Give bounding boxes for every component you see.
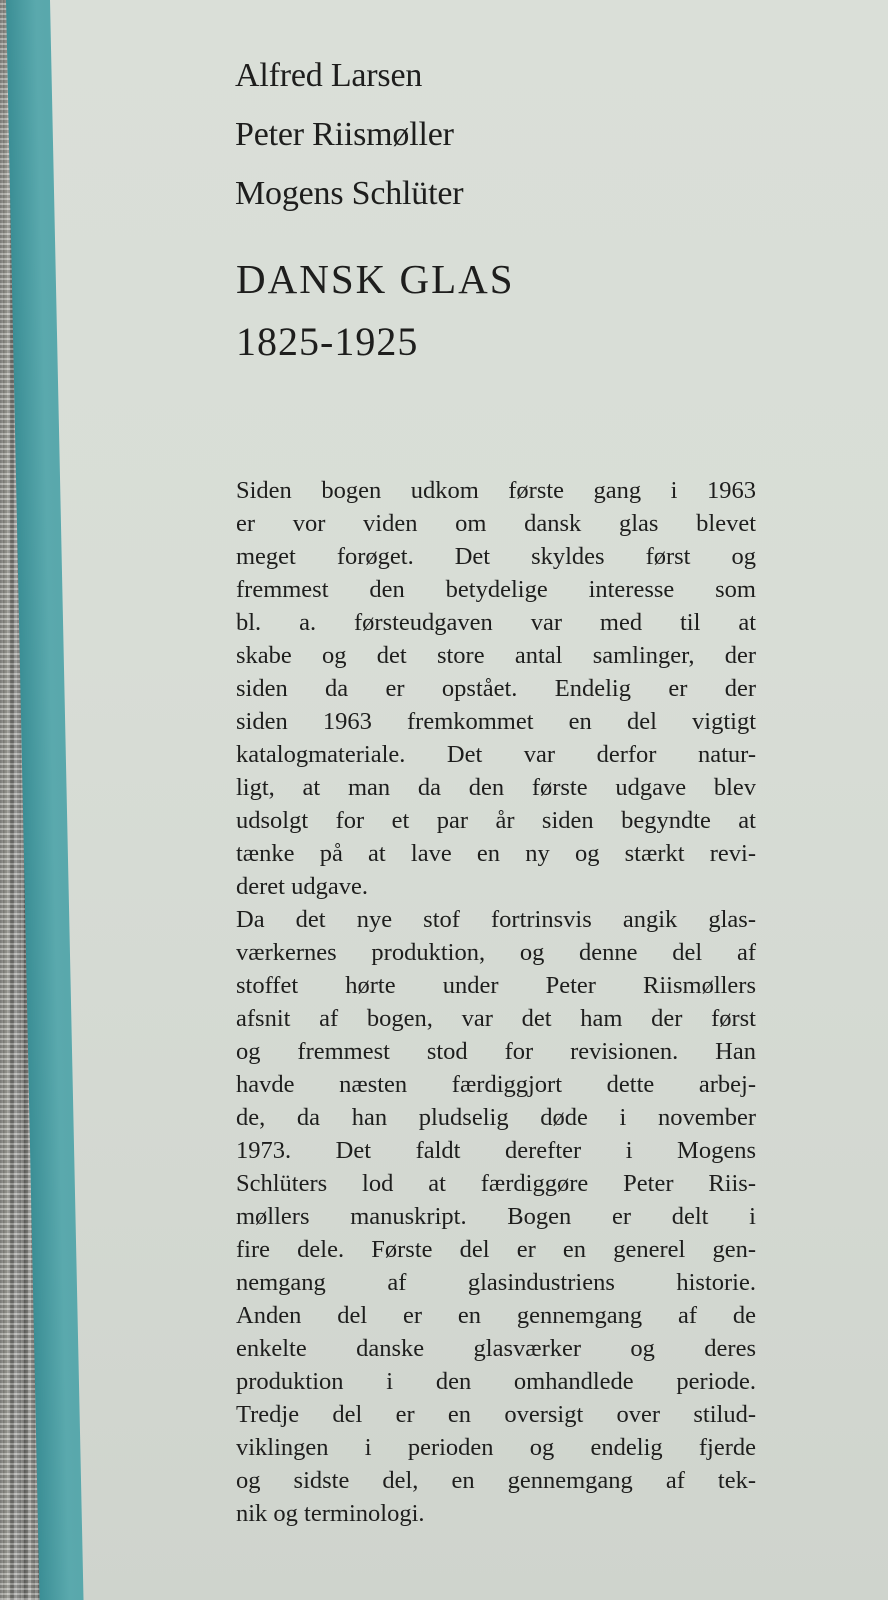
text-line: nemgang af glasindustriens historie. xyxy=(236,1269,756,1296)
text-line: Tredje del er en oversigt over stilud- xyxy=(236,1401,756,1428)
text-line: udsolgt for et par år siden begyndte at xyxy=(236,807,756,834)
description-text xyxy=(236,474,756,1530)
text-line: stoffet hørte under Peter Riismøllers xyxy=(236,972,756,999)
text-line: de, da han pludselig døde i november xyxy=(236,1104,756,1131)
text-line: nik og terminologi. xyxy=(236,1500,425,1527)
text-line: Da det nye stof fortrinsvis angik glas- xyxy=(236,906,756,933)
book-title: DANSK GLAS xyxy=(236,256,515,302)
text-line: Schlüters lod at færdiggøre Peter Riis- xyxy=(236,1170,756,1197)
text-line: Anden del er en gennemgang af de xyxy=(236,1302,756,1329)
text-line: afsnit af bogen, var det ham der først xyxy=(236,1005,756,1032)
text-line: er vor viden om dansk glas blevet xyxy=(236,510,756,537)
text-line: deret udgave. xyxy=(236,873,368,900)
text-line: møllers manuskript. Bogen er delt i xyxy=(236,1203,756,1230)
author-name: Peter Riismøller xyxy=(235,116,454,153)
text-line: og fremmest stod for revisionen. Han xyxy=(236,1038,756,1065)
text-line: siden da er opstået. Endelig er der xyxy=(236,675,756,702)
text-line: bl. a. førsteudgaven var med til at xyxy=(236,609,756,636)
text-line: tænke på at lave en ny og stærkt revi- xyxy=(236,840,756,867)
text-line: viklingen i perioden og endelig fjerde xyxy=(236,1434,756,1461)
text-line: siden 1963 fremkommet en del vigtigt xyxy=(236,708,756,735)
text-line: havde næsten færdiggjort dette arbej- xyxy=(236,1071,756,1098)
text-line: 1973. Det faldt derefter i Mogens xyxy=(236,1137,756,1164)
text-line: og sidste del, en gennemgang af tek- xyxy=(236,1467,756,1494)
text-line: meget forøget. Det skyldes først og xyxy=(236,543,756,570)
text-line: Siden bogen udkom første gang i 1963 xyxy=(236,477,756,504)
text-line: fire dele. Første del er en generel gen- xyxy=(236,1236,756,1263)
text-line: fremmest den betydelige interesse som xyxy=(236,576,756,603)
text-line: ligt, at man da den første udgave blev xyxy=(236,774,756,801)
text-line: værkernes produktion, og denne del af xyxy=(236,939,756,966)
author-name: Alfred Larsen xyxy=(235,57,423,94)
authors-block xyxy=(235,46,755,223)
text-line: produktion i den omhandlede periode. xyxy=(236,1368,756,1395)
text-line: katalogmateriale. Det var derfor natur- xyxy=(236,741,756,768)
book-years: 1825-1925 xyxy=(236,319,419,364)
text-line: skabe og det store antal samlinger, der xyxy=(236,642,756,669)
text-line: enkelte danske glasværker og deres xyxy=(236,1335,756,1362)
author-name: Mogens Schlüter xyxy=(235,175,464,212)
